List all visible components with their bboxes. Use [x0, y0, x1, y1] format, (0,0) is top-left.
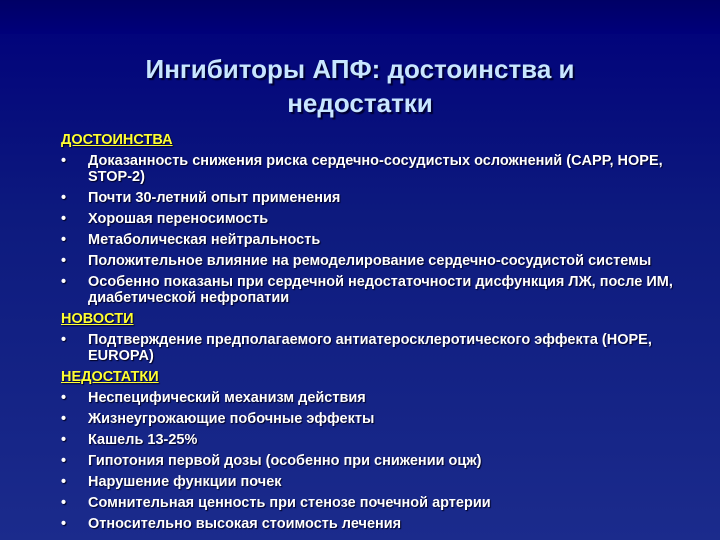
list-item	[61, 453, 701, 469]
list-item	[61, 516, 701, 532]
list-item-text: Гипотония первой дозы (особенно при снижении оцж)	[88, 453, 482, 469]
bullet-icon: •	[61, 253, 67, 269]
list-item-text: Подтверждение предполагаемого антиатеросклеротического эффекта (HOPE, EUROPA)	[88, 332, 652, 364]
list-item	[61, 411, 701, 427]
list-item-text: Кашель 13-25%	[88, 432, 198, 448]
list-item	[61, 332, 701, 364]
bullet-icon: •	[61, 390, 67, 406]
bullet-list	[61, 390, 701, 532]
bullet-icon: •	[61, 495, 67, 511]
bullet-icon: •	[61, 453, 67, 469]
list-item	[61, 211, 701, 227]
bullet-icon: •	[61, 153, 67, 169]
list-item-text: Неспецифический механизм действия	[88, 390, 366, 406]
list-item-text: Доказанность снижения риска сердечно-сосудистых осложнений (CAPP, HOPE, STOP-2)	[88, 153, 663, 185]
list-item-text: Метаболическая нейтральность	[88, 232, 321, 248]
bullet-icon: •	[61, 274, 67, 290]
list-item-text: Почти 30-летний опыт применения	[88, 190, 341, 206]
list-item	[61, 474, 701, 490]
bullet-icon: •	[61, 516, 67, 532]
bullet-icon: •	[61, 474, 67, 490]
bullet-icon: •	[61, 432, 67, 448]
list-item-text: Хорошая переносимость	[88, 211, 269, 227]
list-item-text: Жизнеугрожающие побочные эффекты	[88, 411, 375, 427]
list-item-text: Сомнительная ценность при стенозе почечной артерии	[88, 495, 491, 511]
bullet-icon: •	[61, 211, 67, 227]
list-item	[61, 153, 701, 185]
section-heading: НЕДОСТАТКИ	[61, 369, 159, 385]
slide-content	[61, 132, 701, 537]
list-item-text: Нарушение функции почек	[88, 474, 282, 490]
list-item	[61, 390, 701, 406]
bullet-list	[61, 153, 701, 306]
list-item	[61, 190, 701, 206]
bullet-icon: •	[61, 332, 67, 348]
list-item	[61, 495, 701, 511]
bullet-list	[61, 332, 701, 364]
list-item-text: Относительно высокая стоимость лечения	[88, 516, 402, 532]
title-line-2: недостатки	[287, 88, 433, 118]
list-item	[61, 432, 701, 448]
title-line-1: Ингибиторы АПФ: достоинства и	[145, 54, 575, 84]
list-item-text: Особенно показаны при сердечной недостаточности дисфункция ЛЖ, после ИМ, диабетической нефропатии	[88, 274, 673, 306]
bullet-icon: •	[61, 232, 67, 248]
list-item-text: Положительное влияние на ремоделирование сердечно-сосудистой системы	[88, 253, 652, 269]
list-item	[61, 274, 701, 306]
list-item	[61, 232, 701, 248]
slide-title	[0, 52, 720, 120]
bullet-icon: •	[61, 411, 67, 427]
list-item	[61, 253, 701, 269]
section-heading: НОВОСТИ	[61, 311, 134, 327]
section-heading: ДОСТОИНСТВА	[61, 132, 173, 148]
bullet-icon: •	[61, 190, 67, 206]
top-band	[0, 0, 720, 34]
